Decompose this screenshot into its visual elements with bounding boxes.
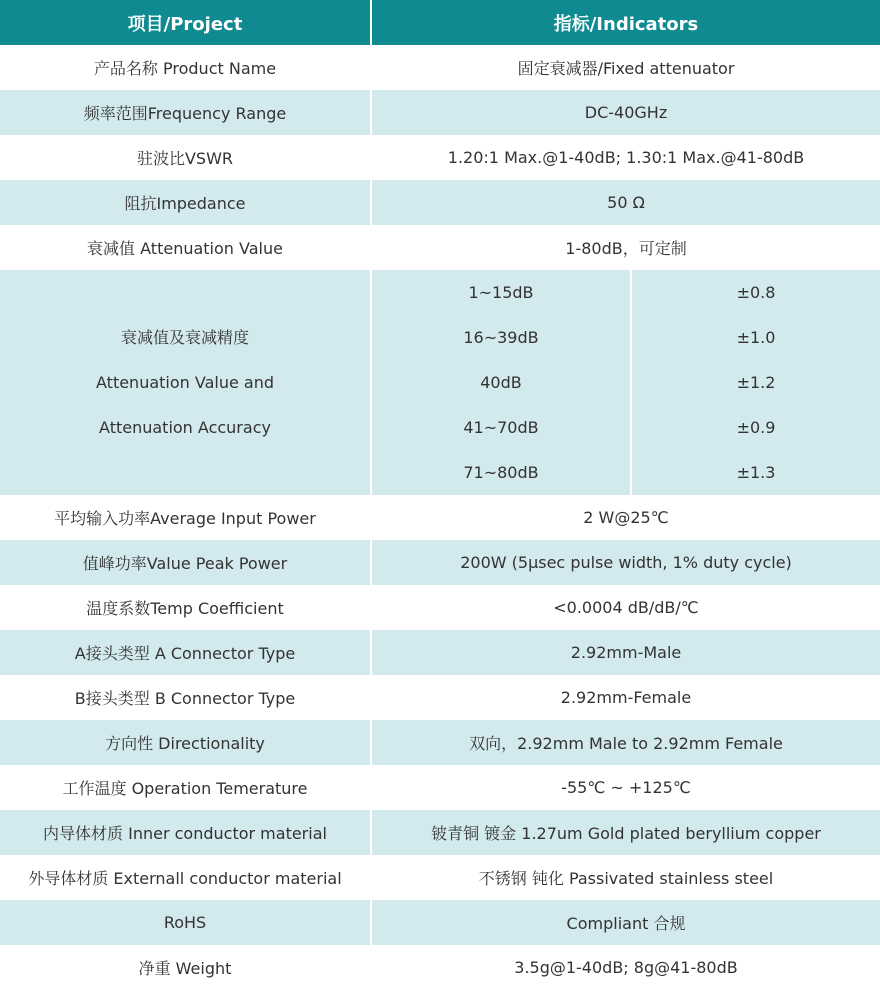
row-label: 频率范围Frequency Range — [0, 90, 371, 135]
table-row — [0, 765, 880, 810]
accuracy-tolerance: ±0.9 — [631, 405, 880, 450]
row-value: 2.92mm-Female — [371, 675, 880, 720]
row-label: RoHS — [0, 900, 371, 945]
row-label: 平均输入功率Average Input Power — [0, 495, 371, 540]
table-header — [0, 0, 880, 45]
accuracy-row — [0, 270, 880, 315]
table-row — [0, 90, 880, 135]
table-row — [0, 585, 880, 630]
table-row — [0, 855, 880, 900]
accuracy-range: 71~80dB — [371, 450, 631, 495]
row-value: -55℃ ~ +125℃ — [371, 765, 880, 810]
row-value: 铍青铜 镀金 1.27um Gold plated beryllium copper — [371, 810, 880, 855]
table-row — [0, 225, 880, 270]
row-label: A接头类型 A Connector Type — [0, 630, 371, 675]
table-row — [0, 630, 880, 675]
row-label: 外导体材质 Externall conductor material — [0, 855, 371, 900]
table-row — [0, 945, 880, 990]
row-value: 不锈钢 钝化 Passivated stainless steel — [371, 855, 880, 900]
row-label: 值峰功率Value Peak Power — [0, 540, 371, 585]
accuracy-tolerance: ±1.2 — [631, 360, 880, 405]
table-row — [0, 675, 880, 720]
accuracy-range: 1~15dB — [371, 270, 631, 315]
row-value: DC-40GHz — [371, 90, 880, 135]
accuracy-label-line: Attenuation Accuracy — [99, 418, 271, 437]
row-label: 方向性 Directionality — [0, 720, 371, 765]
row-label: 净重 Weight — [0, 945, 371, 990]
row-value: 固定衰减器/Fixed attenuator — [371, 45, 880, 90]
table-row — [0, 495, 880, 540]
row-value: 双向，2.92mm Male to 2.92mm Female — [371, 720, 880, 765]
row-value: 50 Ω — [371, 180, 880, 225]
table-row — [0, 540, 880, 585]
accuracy-tolerance: ±0.8 — [631, 270, 880, 315]
row-value: 3.5g@1-40dB; 8g@41-80dB — [371, 945, 880, 990]
table-row — [0, 900, 880, 945]
accuracy-tolerance: ±1.3 — [631, 450, 880, 495]
row-label: 产品名称 Product Name — [0, 45, 371, 90]
row-label: 工作温度 Operation Temerature — [0, 765, 371, 810]
row-label: 衰减值 Attenuation Value — [0, 225, 371, 270]
row-value: <0.0004 dB/dB/℃ — [371, 585, 880, 630]
header-project: 项目/Project — [0, 0, 371, 45]
row-label: 驻波比VSWR — [0, 135, 371, 180]
row-label: 内导体材质 Inner conductor material — [0, 810, 371, 855]
row-value: 2.92mm-Male — [371, 630, 880, 675]
row-value: 200W (5μsec pulse width, 1% duty cycle) — [371, 540, 880, 585]
accuracy-tolerance: ±1.0 — [631, 315, 880, 360]
table-row — [0, 720, 880, 765]
table-row — [0, 810, 880, 855]
row-value: 2 W@25℃ — [371, 495, 880, 540]
row-value: 1-80dB，可定制 — [371, 225, 880, 270]
table-row — [0, 135, 880, 180]
header-indicators: 指标/Indicators — [371, 0, 880, 45]
accuracy-label-line: 衰减值及衰减精度 — [120, 328, 249, 347]
table-row — [0, 45, 880, 90]
accuracy-range: 40dB — [371, 360, 631, 405]
table-row — [0, 180, 880, 225]
row-label: 阻抗Impedance — [0, 180, 371, 225]
row-label: B接头类型 B Connector Type — [0, 675, 371, 720]
row-value: Compliant 合规 — [371, 900, 880, 945]
row-value: 1.20:1 Max.@1-40dB; 1.30:1 Max.@41-80dB — [371, 135, 880, 180]
accuracy-range: 41~70dB — [371, 405, 631, 450]
accuracy-range: 16~39dB — [371, 315, 631, 360]
row-label: 温度系数Temp Coefficient — [0, 585, 371, 630]
accuracy-label — [0, 270, 371, 495]
accuracy-label-line: Attenuation Value and — [96, 373, 274, 392]
